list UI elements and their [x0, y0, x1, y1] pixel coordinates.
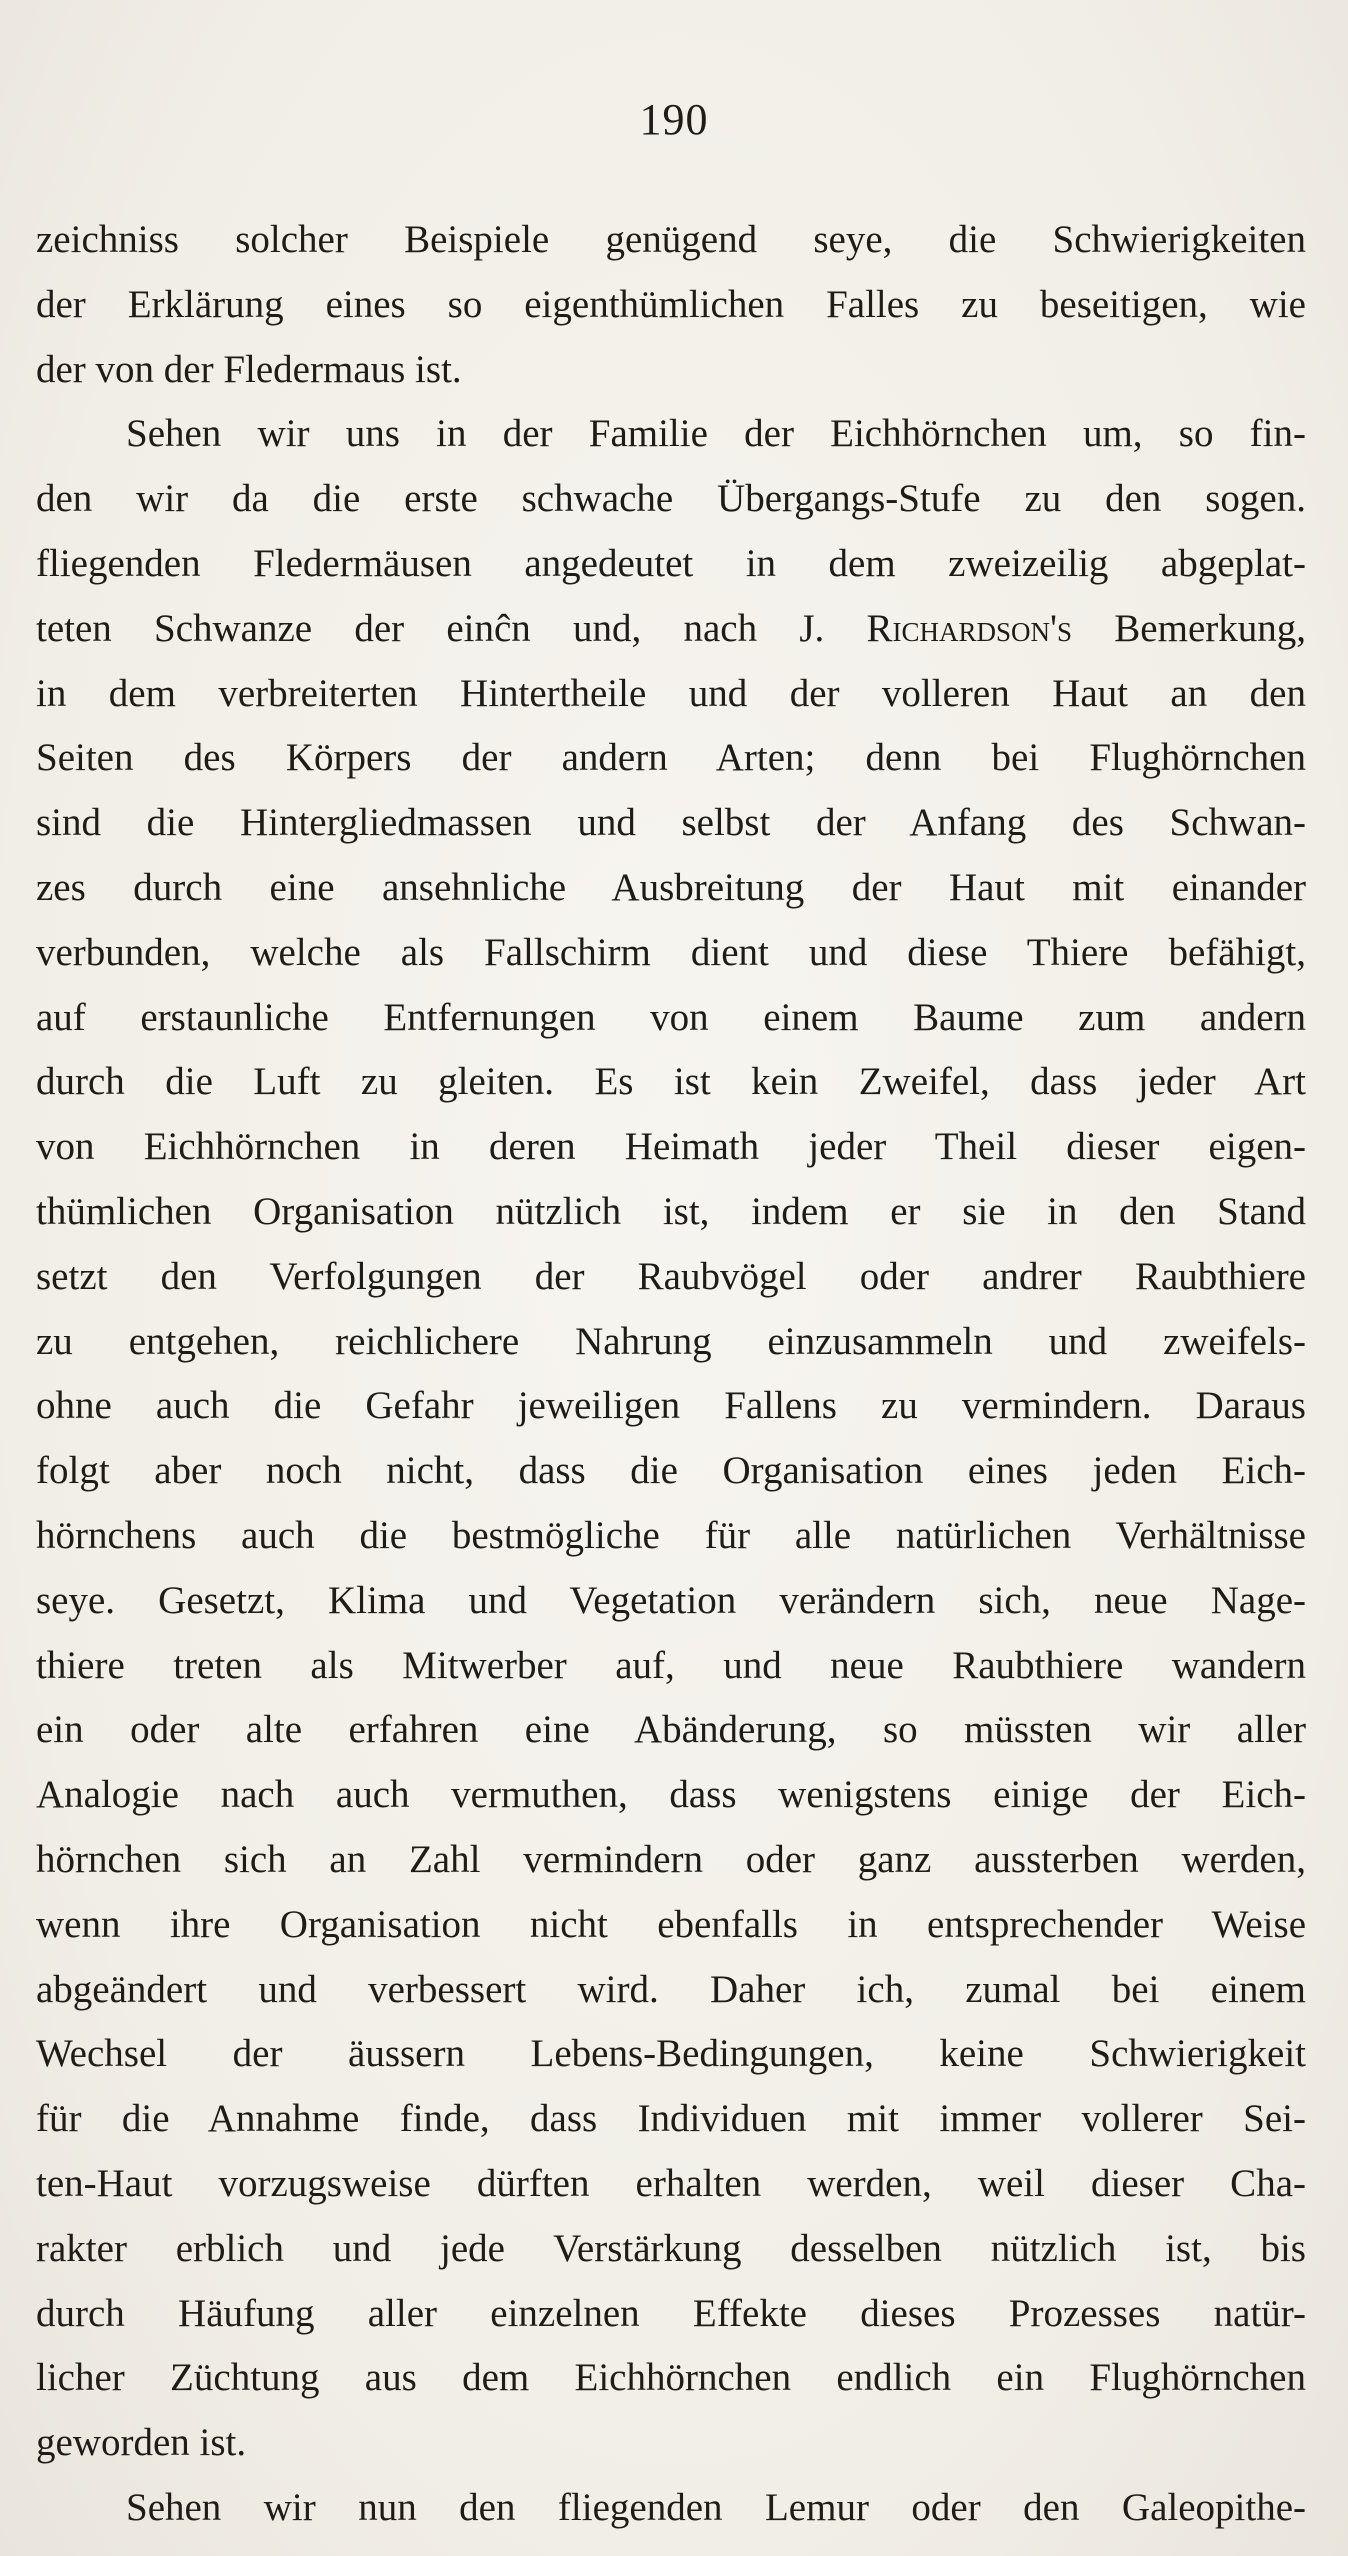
paragraph-start-line: Sehen wir nun den fliegenden Lemur oder den Galeopithe-	[126, 2485, 1306, 2529]
text-line: fliegenden Fledermäusen angedeutet in dem zweizeilig abgeplat-	[36, 541, 1306, 585]
text-line: folgt aber noch nicht, dass die Organisation eines jeden Eich-	[36, 1449, 1306, 1493]
text-line: geworden ist.	[36, 2421, 247, 2465]
author-name-small-caps: Richardson's	[866, 606, 1073, 650]
text-line: wenn ihre Organisation nicht ebenfalls in entsprechender Weise	[36, 1902, 1306, 1946]
text-fragment: Bemerkung,	[1072, 606, 1306, 650]
text-line: seye. Gesetzt, Klima und Vegetation verändern sich, neue Nage-	[36, 1578, 1306, 1622]
text-line: licher Züchtung aus dem Eichhörnchen endlich ein Flughörnchen	[36, 2356, 1306, 2400]
text-line: thümlichen Organisation nützlich ist, indem er sie in den Stand	[36, 1189, 1306, 1233]
paragraph-start-line: Sehen wir uns in der Familie der Eichhörnchen um, so fin-	[126, 412, 1306, 456]
text-line: setzt den Verfolgungen der Raubvögel oder andrer Raubthiere	[36, 1254, 1306, 1298]
text-line: ein oder alte erfahren eine Abänderung, so müssten wir aller	[36, 1708, 1306, 1752]
text-line: hörnchens auch die bestmögliche für alle natürlichen Verhältnisse	[36, 1513, 1306, 1557]
text-line: thiere treten als Mitwerber auf, und neue Raubthiere wandern	[36, 1643, 1306, 1687]
text-line: Wechsel der äussern Lebens-Bedingungen, keine Schwierigkeit	[36, 2032, 1306, 2076]
text-line: sind die Hintergliedmassen und selbst der Anfang des Schwan-	[36, 801, 1306, 845]
text-line	[36, 597, 1306, 662]
text-line: ten-Haut vorzugsweise dürften erhalten werden, weil dieser Cha-	[36, 2161, 1306, 2205]
page-number: 190	[639, 95, 709, 144]
text-line: verbunden, welche als Fallschirm dient und diese Thiere befähigt,	[36, 930, 1306, 974]
text-line: der von der Fledermaus ist.	[36, 347, 462, 391]
text-line: von Eichhörnchen in deren Heimath jeder Theil dieser eigen-	[36, 1125, 1306, 1169]
text-line: ohne auch die Gefahr jeweiligen Fallens zu vermindern. Daraus	[36, 1384, 1306, 1428]
text-fragment: teten Schwanze der einĉn und, nach J.	[36, 606, 867, 650]
text-line: Analogie nach auch vermuthen, dass wenigstens einige der Eich-	[36, 1773, 1306, 1817]
body-text	[36, 208, 1306, 2541]
text-line: zeichniss solcher Beispiele genügend seye, die Schwierigkeiten	[36, 218, 1306, 261]
text-line: durch Häufung aller einzelnen Effekte dieses Prozesses natür-	[36, 2291, 1306, 2335]
text-line: rakter erblich und jede Verstärkung desselben nützlich ist, bis	[36, 2226, 1306, 2270]
text-line: in dem verbreiterten Hintertheile und der volleren Haut an den	[36, 671, 1306, 715]
text-line: der Erklärung eines so eigenthümlichen Falles zu beseitigen, wie	[36, 282, 1306, 326]
text-line: den wir da die erste schwache Übergangs-Stufe zu den sogen.	[36, 477, 1306, 521]
text-line: durch die Luft zu gleiten. Es ist kein Zweifel, dass jeder Art	[36, 1060, 1306, 1104]
text-line: hörnchen sich an Zahl vermindern oder ganz aussterben werden,	[36, 1837, 1306, 1881]
text-line: für die Annahme finde, dass Individuen mit immer vollerer Sei-	[36, 2097, 1306, 2141]
text-line: auf erstaunliche Entfernungen von einem Baume zum andern	[36, 995, 1306, 1039]
text-line: zes durch eine ansehnliche Ausbreitung der Haut mit einander	[36, 865, 1306, 909]
text-line: abgeändert und verbessert wird. Daher ich, zumal bei einem	[36, 1967, 1306, 2011]
text-line: Seiten des Körpers der andern Arten; denn bei Flughörnchen	[36, 736, 1306, 780]
text-line: zu entgehen, reichlichere Nahrung einzusammeln und zweifels-	[36, 1319, 1306, 1363]
